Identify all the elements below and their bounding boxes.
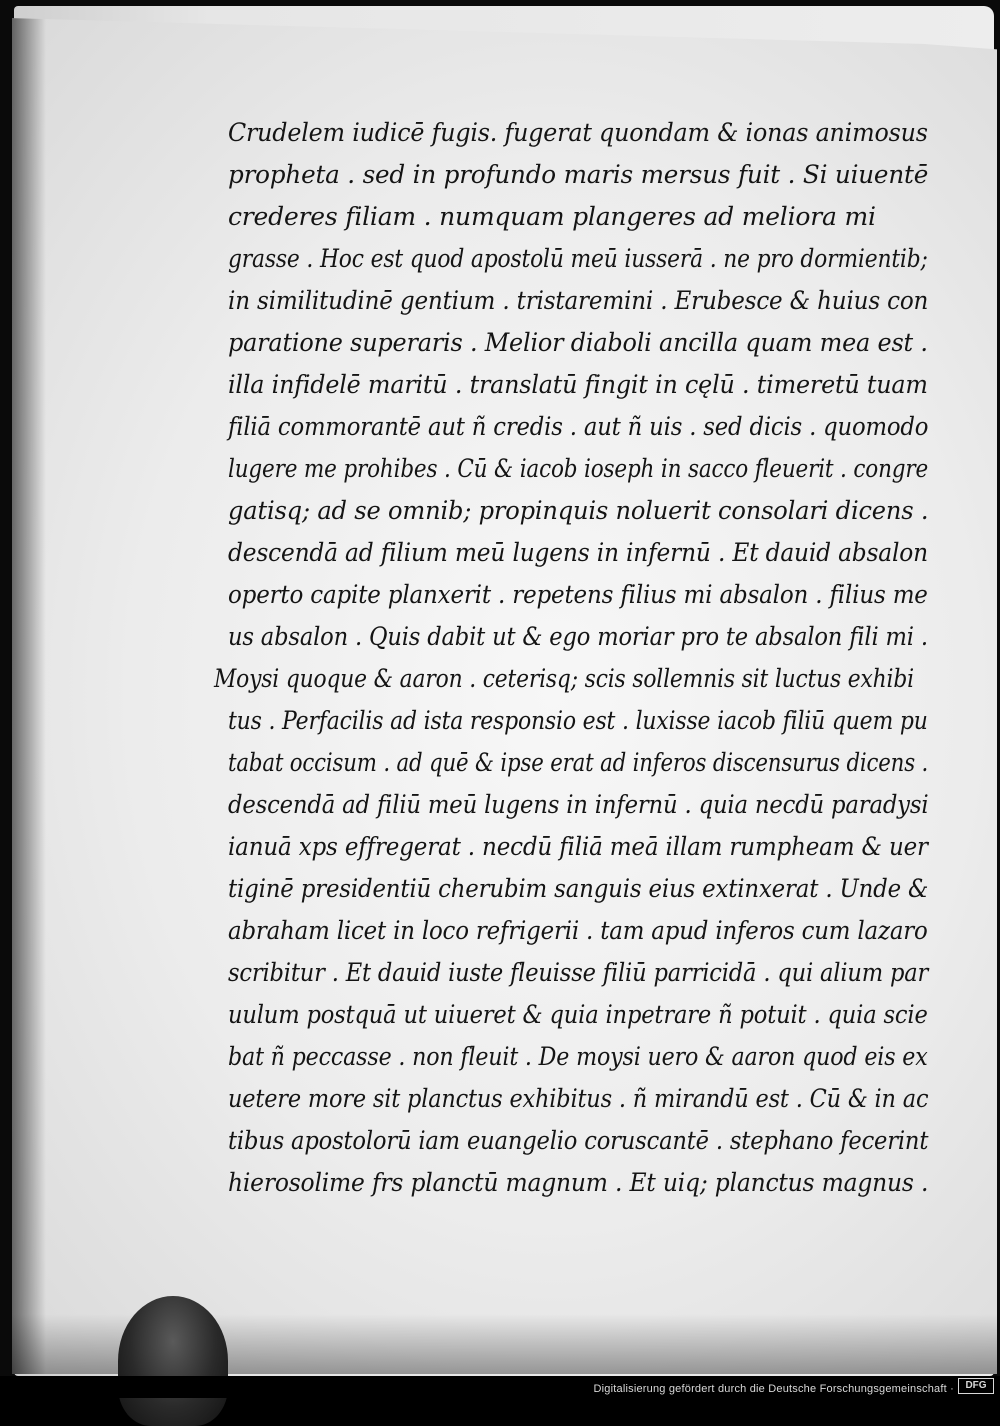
manuscript-line: grasse . Hoc est quod apostolū meū iusserā . ne pro dormientib;	[228, 244, 928, 273]
scanner-thumb	[118, 1296, 228, 1426]
manuscript-line: illa infidelē maritū . translatū fingit in cęlū . timeretū tuam	[228, 370, 928, 399]
manuscript-line: uetere more sit planctus exhibitus . ñ mirandū est . Cū & in ac	[228, 1084, 929, 1113]
manuscript-line: descendā ad filium meū lugens in infernū . Et dauid absalon	[228, 538, 928, 567]
manuscript-line: tabat occisum . ad quē & ipse erat ad inferos discensurus dicens .	[228, 748, 929, 777]
funding-credit: Digitalisierung gefördert durch die Deutsche Forschungsgemeinschaft ·	[593, 1383, 954, 1395]
manuscript-line: operto capite planxerit . repetens filius mi absalon . filius me	[228, 580, 928, 609]
manuscript-line: ianuā xps effregerat . necdū filiā meā illam rumpheam & uer	[228, 832, 928, 861]
manuscript-line: tus . Perfacilis ad ista responsio est . luxisse iacob filiū quem pu	[228, 706, 928, 735]
manuscript-line: tiginē presidentiū cherubim sanguis eius extinxerat . Unde &	[228, 874, 929, 903]
manuscript-line: tibus apostolorū iam euangelio coruscantē . stephano fecerint	[228, 1126, 929, 1155]
footer-bar	[0, 1376, 1000, 1398]
manuscript-line: us absalon . Quis dabit ut & ego moriar pro te absalon fili mi .	[228, 622, 928, 651]
dfg-logo-icon: DFG	[958, 1378, 994, 1394]
manuscript-line: lugere me prohibes . Cū & iacob ioseph in sacco fleuerit . congre	[228, 454, 929, 483]
manuscript-line: bat ñ peccasse . non fleuit . De moysi uero & aaron quod eis ex	[228, 1042, 928, 1071]
manuscript-line: Moysi quoque & aaron . ceterisq; scis sollemnis sit luctus exhibi	[214, 664, 914, 693]
manuscript-line: abraham licet in loco refrigerii . tam apud inferos cum lazaro	[228, 916, 928, 945]
manuscript-line: hierosolime frs planctū magnum . Et uiq; planctus magnus .	[228, 1168, 929, 1197]
manuscript-line: Crudelem iudicē fugis. fugerat quondam & ionas animosus	[228, 118, 928, 147]
manuscript-line: crederes filiam . numquam plangeres ad meliora mi	[228, 202, 876, 231]
manuscript-line: propheta . sed in profundo maris mersus fuit . Si uiuentē	[228, 160, 929, 189]
manuscript-line: paratione superaris . Melior diaboli ancilla quam mea est .	[228, 328, 928, 357]
manuscript-line: gatisq; ad se omnib; propinquis noluerit consolari dicens .	[228, 496, 929, 525]
manuscript-line: filiā commorantē aut ñ credis . aut ñ uis . sed dicis . quomodo	[228, 412, 929, 441]
manuscript-line: scribitur . Et dauid iuste fleuisse filiū parricidā . qui alium par	[228, 958, 929, 987]
manuscript-line: in similitudinē gentium . tristaremini . Erubesce & huius con	[228, 286, 929, 315]
manuscript-line: uulum postquā ut uiueret & quia inpetrare ñ potuit . quia scie	[228, 1000, 928, 1029]
manuscript-line: descendā ad filiū meū lugens in infernū . quia necdū paradysi	[228, 790, 929, 819]
